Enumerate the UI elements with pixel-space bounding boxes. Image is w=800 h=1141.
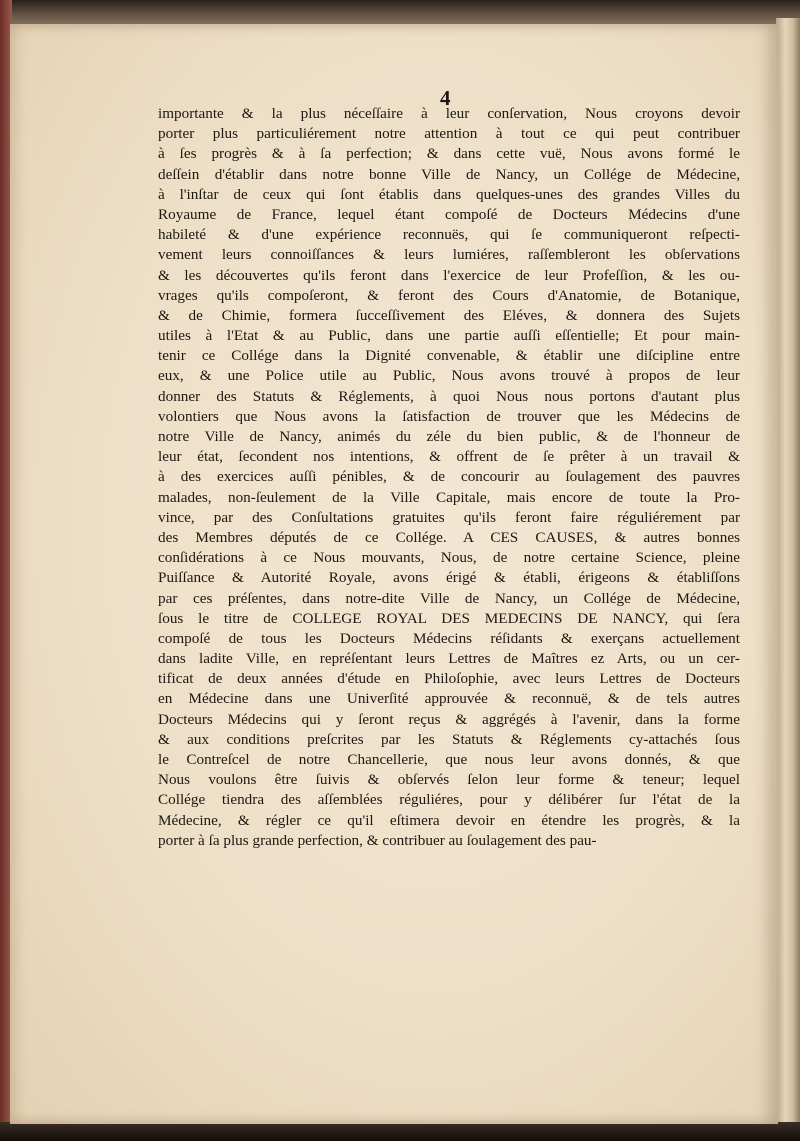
text-line: eux, & une Police utile au Public, Nous avons trouvé à propos de leur	[158, 367, 740, 385]
text-line: à ſes progrès & à ſa perfection; & dans cette vuë, Nous avons formé le	[158, 145, 740, 163]
page-number: 4	[440, 86, 451, 110]
text-line: leur état, ſecondent nos intentions, & offrent de ſe prêter à un travail &	[158, 448, 740, 466]
text-line: donner des Statuts & Réglements, à quoi Nous nous portons d'autant plus	[158, 387, 740, 405]
text-line: deſſein d'établir dans notre bonne Ville de Nancy, un Collége de Médecine,	[158, 165, 740, 183]
text-line: en Médecine dans une Univerſité approuvée & reconnuë, & de tels autres	[158, 690, 740, 708]
page-stack-edge	[776, 18, 800, 1128]
text-line: tenir ce Collége dans la Dignité convenable, & établir une diſcipline entre	[158, 347, 740, 365]
text-line: ſous le titre de COLLEGE ROYAL DES MEDECINS DE NANCY, qui ſera	[158, 609, 740, 627]
text-line: à l'inſtar de ceux qui ſont établis dans quelques-unes des grandes Villes du	[158, 185, 740, 203]
text-line: notre Ville de Nancy, animés du zéle du bien public, & de l'honneur de	[158, 428, 740, 445]
text-line: importante & la plus néceſſaire à leur conſervation, Nous croyons devoir	[158, 105, 740, 122]
text-line: vement leurs connoiſſances & leurs lumiéres, raſſembleront les obſervations	[158, 246, 740, 264]
text-line: Royaume de France, lequel étant compoſé de Docteurs Médecins d'une	[158, 205, 740, 223]
text-line: vrages qu'ils compoſeront, & feront des Cours d'Anatomie, de Botanique,	[158, 286, 740, 304]
text-line: & les découvertes qu'ils feront dans l'exercice de leur Profeſſion, & les ou-	[158, 266, 740, 284]
body-text	[158, 104, 740, 851]
text-line: des Membres députés de ce Collége. A CES CAUSES, & autres bonnes	[158, 528, 740, 546]
text-line: tificat de deux années d'étude en Philoſophie, avec leurs Lettres de Docteurs	[158, 670, 740, 688]
text-line: volontiers que Nous avons la ſatisfaction de trouver que les Médecins de	[158, 407, 740, 425]
text-line: par ces préſentes, dans notre-dite Ville de Nancy, un Collége de Médecine,	[158, 589, 740, 607]
text-line: & de Chimie, formera ſucceſſivement des Eléves, & donnera des Sujets	[158, 306, 740, 324]
book-bottom-edge	[0, 1122, 800, 1141]
text-line: habileté & d'une expérience reconnuës, qui ſe communiqueront reſpecti-	[158, 226, 740, 244]
text-line: compoſé de tous les Docteurs Médecins réſidants & exerçans actuellement	[158, 629, 740, 647]
text-line: conſidérations à ce Nous mouvants, Nous, de notre certaine Science, pleine	[158, 549, 740, 567]
text-line: Collége tiendra des aſſemblées réguliéres, pour y délibérer ſur l'état de la	[158, 791, 740, 809]
text-line: utiles à l'Etat & au Public, dans une partie auſſi eſſentielle; Et pour main-	[158, 327, 740, 345]
text-line: Nous voulons être ſuivis & obſervés ſelon leur forme & teneur; lequel	[158, 771, 740, 789]
text-line: porter plus particuliérement notre attention à tout ce qui peut contribuer	[158, 125, 740, 143]
text-line: porter à ſa plus grande perfection, & contribuer au ſoulagement des pau-	[158, 831, 597, 849]
text-line: à des exercices auſſi pénibles, & de concourir au ſoulagement des pauvres	[158, 468, 740, 486]
text-line: le Contreſcel de notre Chancellerie, que nous leur avons donnés, & que	[158, 751, 740, 768]
text-line: Médecine, & régler ce qu'il eſtimera devoir en étendre les progrès, & la	[158, 811, 740, 829]
text-line: malades, non-ſeulement de la Ville Capitale, mais encore de toute la Pro-	[158, 488, 740, 506]
text-line: Puiſſance & Autorité Royale, avons érigé & établi, érigeons & établiſſons	[158, 569, 740, 587]
text-line: dans ladite Ville, en repréſentant leurs Lettres de Maîtres ez Arts, ou un cer-	[158, 650, 740, 668]
text-line: & aux conditions preſcrites par les Statuts & Réglements cy-attachés ſous	[158, 730, 740, 748]
text-line: Docteurs Médecins qui y ſeront reçus & aggrégés à l'avenir, dans la forme	[158, 710, 740, 728]
text-line: vince, par des Conſultations gratuites qu'ils feront faire réguliérement par	[158, 508, 740, 526]
